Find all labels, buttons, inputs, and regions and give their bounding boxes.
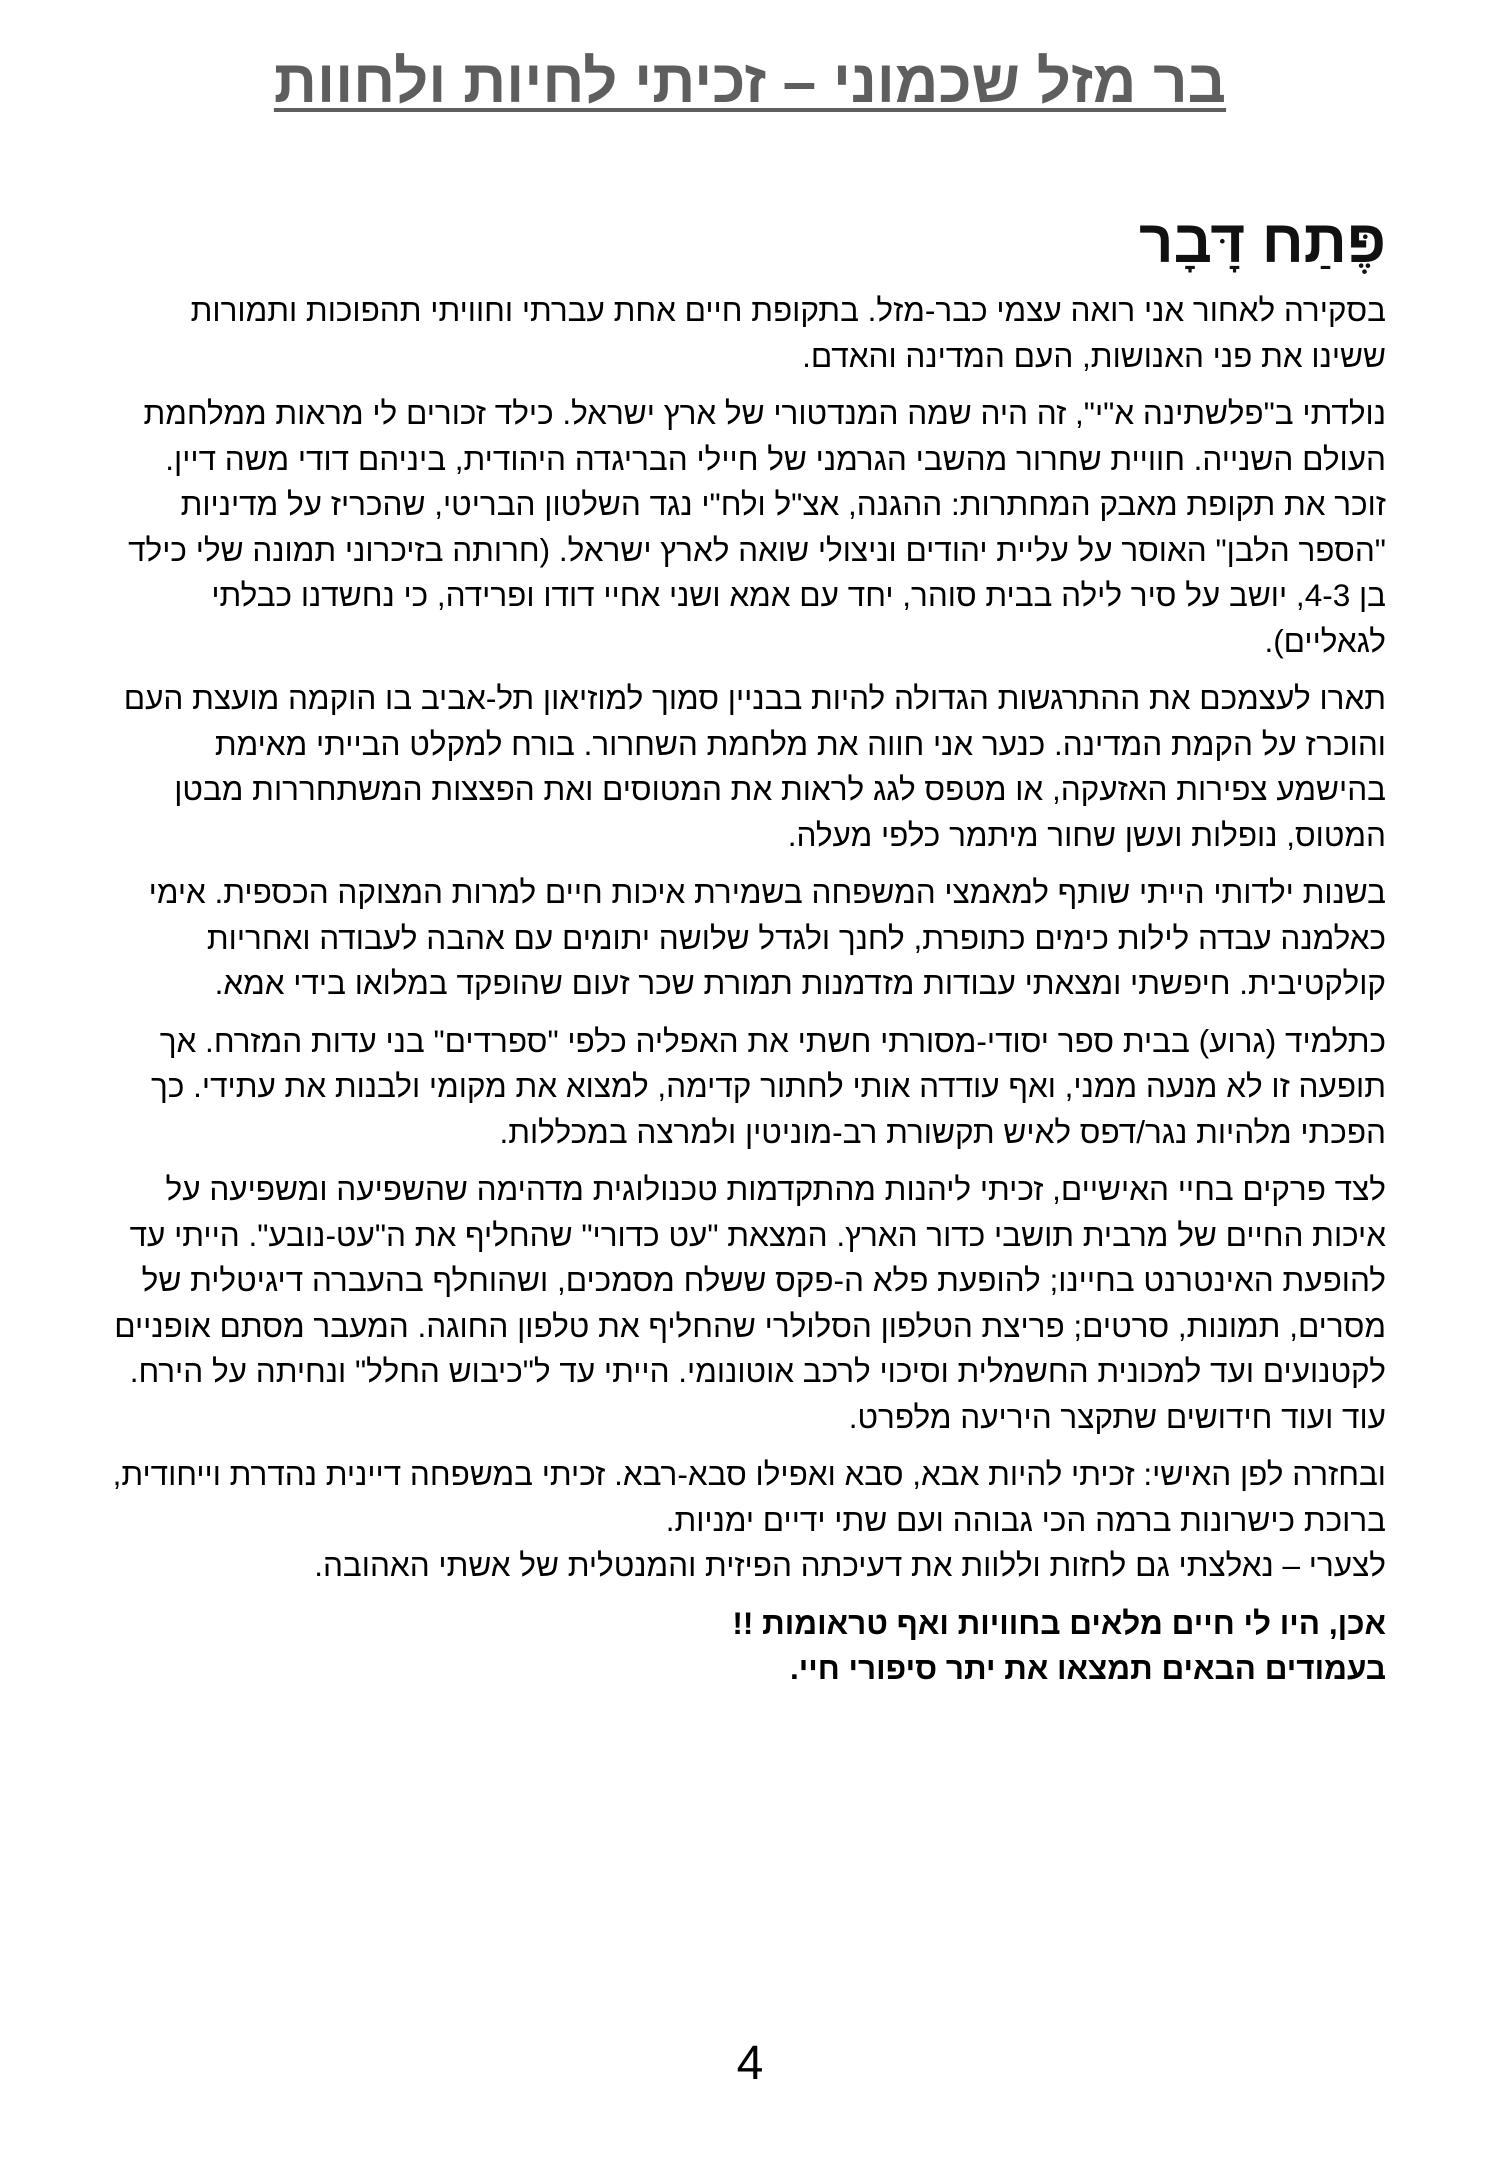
paragraph: בסקירה לאחור אני רואה עצמי כבר-מזל. בתקופת חיים אחת עברתי וחוויתי תהפוכות ותמורות ששינו את פני האנושות, העם המדינה והאדם. [190, 292, 1386, 374]
body-text [110, 288, 1386, 1692]
closing-line: אכן, היו לי חיים מלאים בחוויות ואף טראומות !! [732, 1604, 1386, 1641]
paragraph: נולדתי ב"פלשתינה א"י", זה היה שמה המנדטורי של ארץ ישראל. כילד זכורים לי מראות ממלחמת העולם השנייה. חוויית שחרור מהשבי הגרמני של חיילי הבריגדה היהודית, ביניהם דודי משה דיין. זוכר את תקופת מאבק המחתרות: ההגנה, אצ"ל ולח"י נגד השלטון הבריטי, שהכריז על מדיניות "הספר הלבן" האוסר על עליית יהודים וניצולי שואה לארץ ישראל. (חרותה בזיכרוני תמונה שלי כילד בן 4-3, יושב על סיר לילה בבית סוהר, יחד עם אמא ושני אחיי דודו ופרידה, כי נחשדנו כבלתי לגאליים). [128, 395, 1386, 659]
paragraph: בשנות ילדותי הייתי שותף למאמצי המשפחה בשמירת איכות חיים למרות המצוקה הכספית. אימי כאלמנה עבדה לילות כימים כתופרת, לחנך ולגדל שלושה יתומים עם אהבה לעבודה ואחריות קולקטיבית. חיפשתי ומצאתי עבודות מזדמנות תמורת שכר זעום שהופקד במלואו בידי אמא. [148, 874, 1386, 1001]
closing-line: בעמודים הבאים תמצאו את יתר סיפורי חיי. [789, 1650, 1386, 1686]
running-header [0, 42, 1500, 122]
paragraph: לצד פרקים בחיי האישיים, זכיתי ליהנות מהתקדמות טכנולוגית מדהימה שהשפיעה ומשפיעה על איכות החיים של מרבית תושבי כדור הארץ. המצאת "עט כדורי" שהחליף את ה"עט-נובע". הייתי עד להופעת האינטרנט בחיינו; להופעת פלא ה-פקס ששלח מסמכים, ושהוחלף בהעברה דיגיטלית של מסרים, תמונות, סרטים; פריצת הטלפון הסלולרי שהחליף את טלפון החוגה. המעבר מסתם אופניים לקטנועים ועד למכונית החשמלית וסיכוי לרכב אוטונומי. הייתי עד ל"כיבוש החלל" ונחיתה על הירח. עוד ועוד חידושים שתקצר היריעה מלפרט. [114, 1171, 1386, 1435]
paragraph: תארו לעצמכם את ההתרגשות הגדולה להיות בבניין סמוך למוזיאון תל-אביב בו הוקמה מועצת העם והוכרז על הקמת המדינה. כנער אני חווה את מלחמת השחרור. בורח למקלט הבייתי מאימת בהישמע צפירות האזעקה, או מטפס לגג לראות את המטוסים ואת הפצצות המשתחררות מבטן המטוס, נופלות ועשן שחור מיתמר כלפי מעלה. [123, 680, 1386, 853]
paragraph: ובחזרה לפן האישי: זכיתי להיות אבא, סבא ואפילו סבא-רבא. זכיתי במשפחה דיינית נהדרת וייחודית, ברוכת כישרונות ברמה הכי גבוהה ועם שתי ידיים ימניות. [112, 1456, 1386, 1538]
paragraph: כתלמיד (גרוע) בבית ספר יסודי-מסורתי חשתי את האפליה כלפי "ספרדים" בני עדות המזרח. אך תופעה זו לא מנעה ממני, ואף עודדה אותי לחתור קדימה, למצוא את מקומי ולבנות את עתידי. כך הפכתי מלהיות נגר/דפס לאיש תקשורת רב-מוניטין ולמרצה במכללות. [151, 1022, 1386, 1150]
paragraph: לצערי – נאלצתי גם לחזות וללוות את דעיכתה הפיזית והמנטלית של אשתי האהובה. [314, 1547, 1386, 1583]
section-title: פֶּתַח דָּבָר [1139, 208, 1386, 275]
running-header-text: בר מזל שכמוני – זכיתי לחיות ולחוות [273, 48, 1227, 115]
page-number: 4 [736, 2037, 764, 2090]
